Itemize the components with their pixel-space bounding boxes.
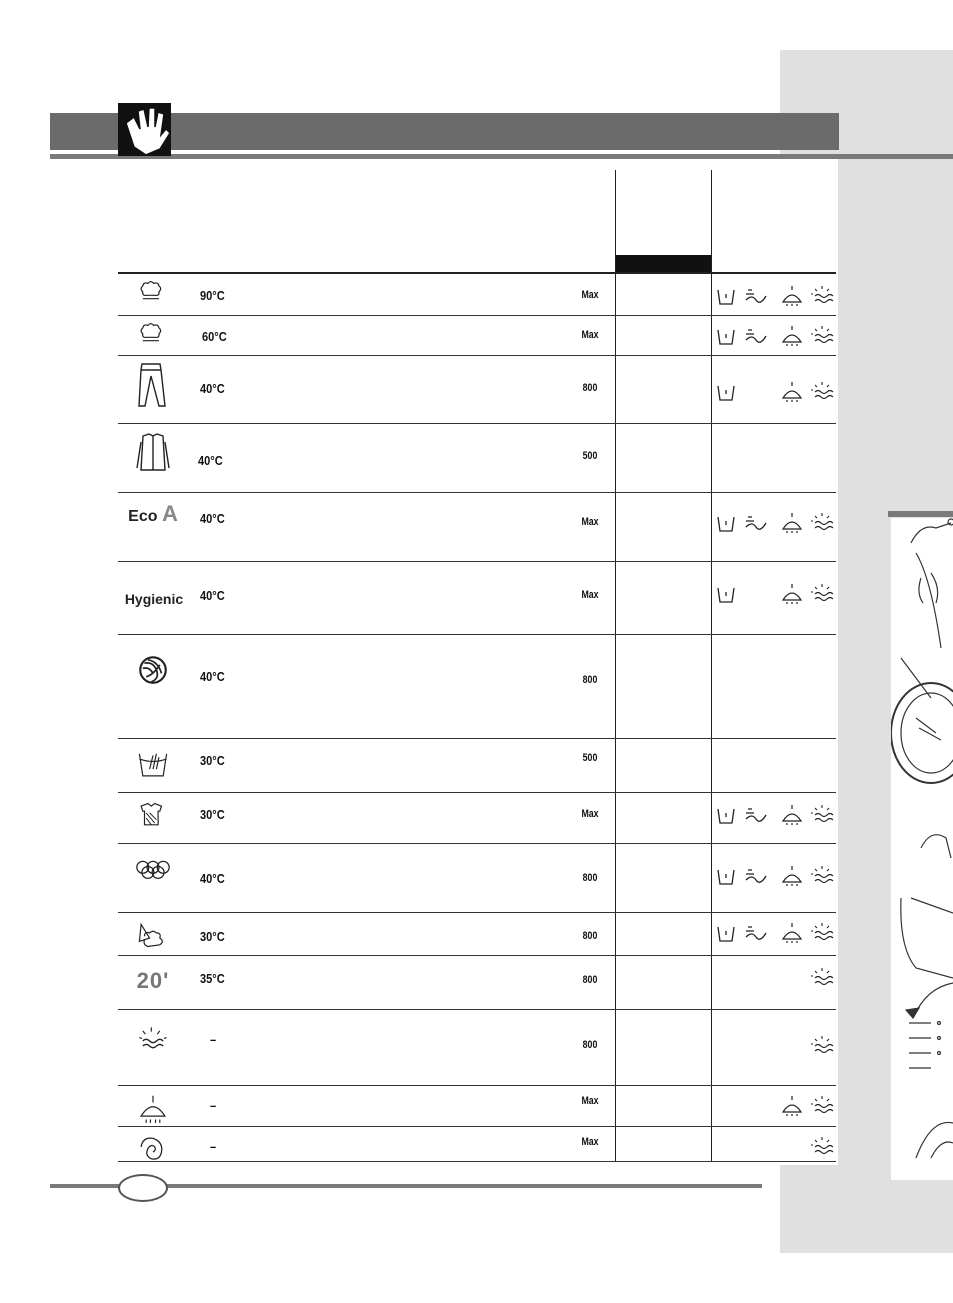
prewash-option-icon (714, 864, 738, 888)
sport-rings-icon (118, 844, 188, 921)
temperature: – (210, 1032, 217, 1047)
spin-option-icon (810, 1135, 834, 1159)
hand-icon (118, 103, 171, 156)
programme-row (118, 844, 836, 913)
temperature: 30°C (200, 929, 225, 944)
options-cell (714, 1135, 838, 1163)
max-spin: 800 (582, 674, 598, 686)
options-cell (714, 864, 838, 892)
max-spin: 800 (582, 974, 598, 986)
stain-option-icon (744, 511, 768, 535)
options-cell (714, 324, 838, 352)
eco-letter: A (161, 501, 178, 526)
stain-option-icon (744, 803, 768, 827)
programme-row (118, 1127, 836, 1162)
temperature: 40°C (198, 453, 223, 468)
max-spin: Max (581, 808, 599, 820)
temperature: 40°C (200, 588, 225, 603)
cotton-icon (118, 274, 188, 322)
max-spin: Max (581, 589, 599, 601)
rinse-option-icon (780, 511, 804, 535)
stain-option-icon (744, 921, 768, 945)
spin-option-icon (810, 1034, 834, 1058)
temperature: 60°C (202, 329, 227, 344)
instruction-illustrations (891, 518, 953, 1180)
rinse-option-icon (780, 324, 804, 348)
temperature: – (210, 1139, 217, 1154)
right-rule (888, 511, 953, 517)
rinse-option-icon (780, 864, 804, 888)
options-cell (714, 1094, 838, 1122)
programme-row (118, 562, 836, 635)
options-cell (714, 582, 838, 610)
programme-row (118, 493, 836, 562)
temperature: 30°C (200, 807, 225, 822)
temperature: – (210, 1098, 217, 1113)
quick-20-label: 20' (136, 968, 170, 993)
column-header-bar (616, 255, 711, 272)
stain-option-icon (744, 864, 768, 888)
prewash-option-icon (714, 284, 738, 308)
temperature: 40°C (200, 381, 225, 396)
prewash-option-icon (714, 921, 738, 945)
max-spin: 800 (582, 382, 598, 394)
max-spin: 800 (582, 872, 598, 884)
temperature: 35°C (200, 971, 225, 986)
temperature: 40°C (200, 669, 225, 684)
spin-option-icon (810, 582, 834, 606)
eco-text: Eco (128, 508, 158, 525)
max-spin: Max (581, 289, 599, 301)
spin-option-icon (810, 966, 834, 990)
rinse-option-icon (780, 921, 804, 945)
options-cell (714, 803, 838, 831)
spin-option-icon (810, 864, 834, 888)
rinse-option-icon (780, 803, 804, 827)
options-cell (714, 380, 838, 408)
temperature: 40°C (200, 511, 225, 526)
rinse-option-icon (780, 582, 804, 606)
spin-option-icon (810, 324, 834, 348)
programme-row (118, 913, 836, 956)
spin-option-icon (810, 803, 834, 827)
programme-row (118, 793, 836, 844)
rinse-option-icon (780, 284, 804, 308)
programme-row (118, 956, 836, 1010)
options-cell (714, 966, 838, 994)
options-cell (714, 921, 838, 949)
spin-option-icon (810, 1094, 834, 1118)
spin-option-icon (810, 284, 834, 308)
max-spin: 800 (582, 930, 598, 942)
prewash-option-icon (714, 582, 738, 606)
options-cell (714, 1034, 838, 1062)
hygienic-label: Hygienic (124, 590, 184, 607)
rinse-option-icon (780, 380, 804, 404)
prewash-option-icon (714, 803, 738, 827)
temperature: 90°C (200, 288, 225, 303)
spiral-icon (118, 1127, 188, 1170)
max-spin: Max (581, 516, 599, 528)
options-cell (714, 511, 838, 539)
page-number-oval (118, 1174, 168, 1202)
max-spin: Max (581, 1095, 599, 1107)
max-spin: 500 (582, 450, 598, 462)
handwash-icon (118, 739, 188, 801)
programme-row (118, 1086, 836, 1127)
programme-row (118, 424, 836, 493)
stain-option-icon (744, 324, 768, 348)
temperature: 30°C (200, 753, 225, 768)
spin-option-icon (810, 921, 834, 945)
prewash-option-icon (714, 324, 738, 348)
programme-row (118, 739, 836, 793)
programme-row (118, 316, 836, 356)
prewash-option-icon (714, 511, 738, 535)
spin-option-icon (810, 511, 834, 535)
max-spin: Max (581, 329, 599, 341)
spin-option-icon (810, 380, 834, 404)
max-spin: Max (581, 1136, 599, 1148)
programme-row (118, 635, 836, 739)
header-rule (50, 154, 953, 159)
rinse-option-icon (780, 1094, 804, 1118)
options-cell (714, 284, 838, 312)
shirt-icon (118, 424, 188, 501)
eco-a-label (118, 493, 188, 570)
max-spin: 800 (582, 1039, 598, 1051)
programme-row (118, 274, 836, 316)
max-spin: 500 (582, 752, 598, 764)
temperature: 40°C (200, 871, 225, 886)
jeans-icon (118, 356, 188, 430)
prewash-option-icon (714, 380, 738, 404)
programme-row (118, 356, 836, 424)
stain-option-icon (744, 284, 768, 308)
programme-row (118, 1010, 836, 1086)
